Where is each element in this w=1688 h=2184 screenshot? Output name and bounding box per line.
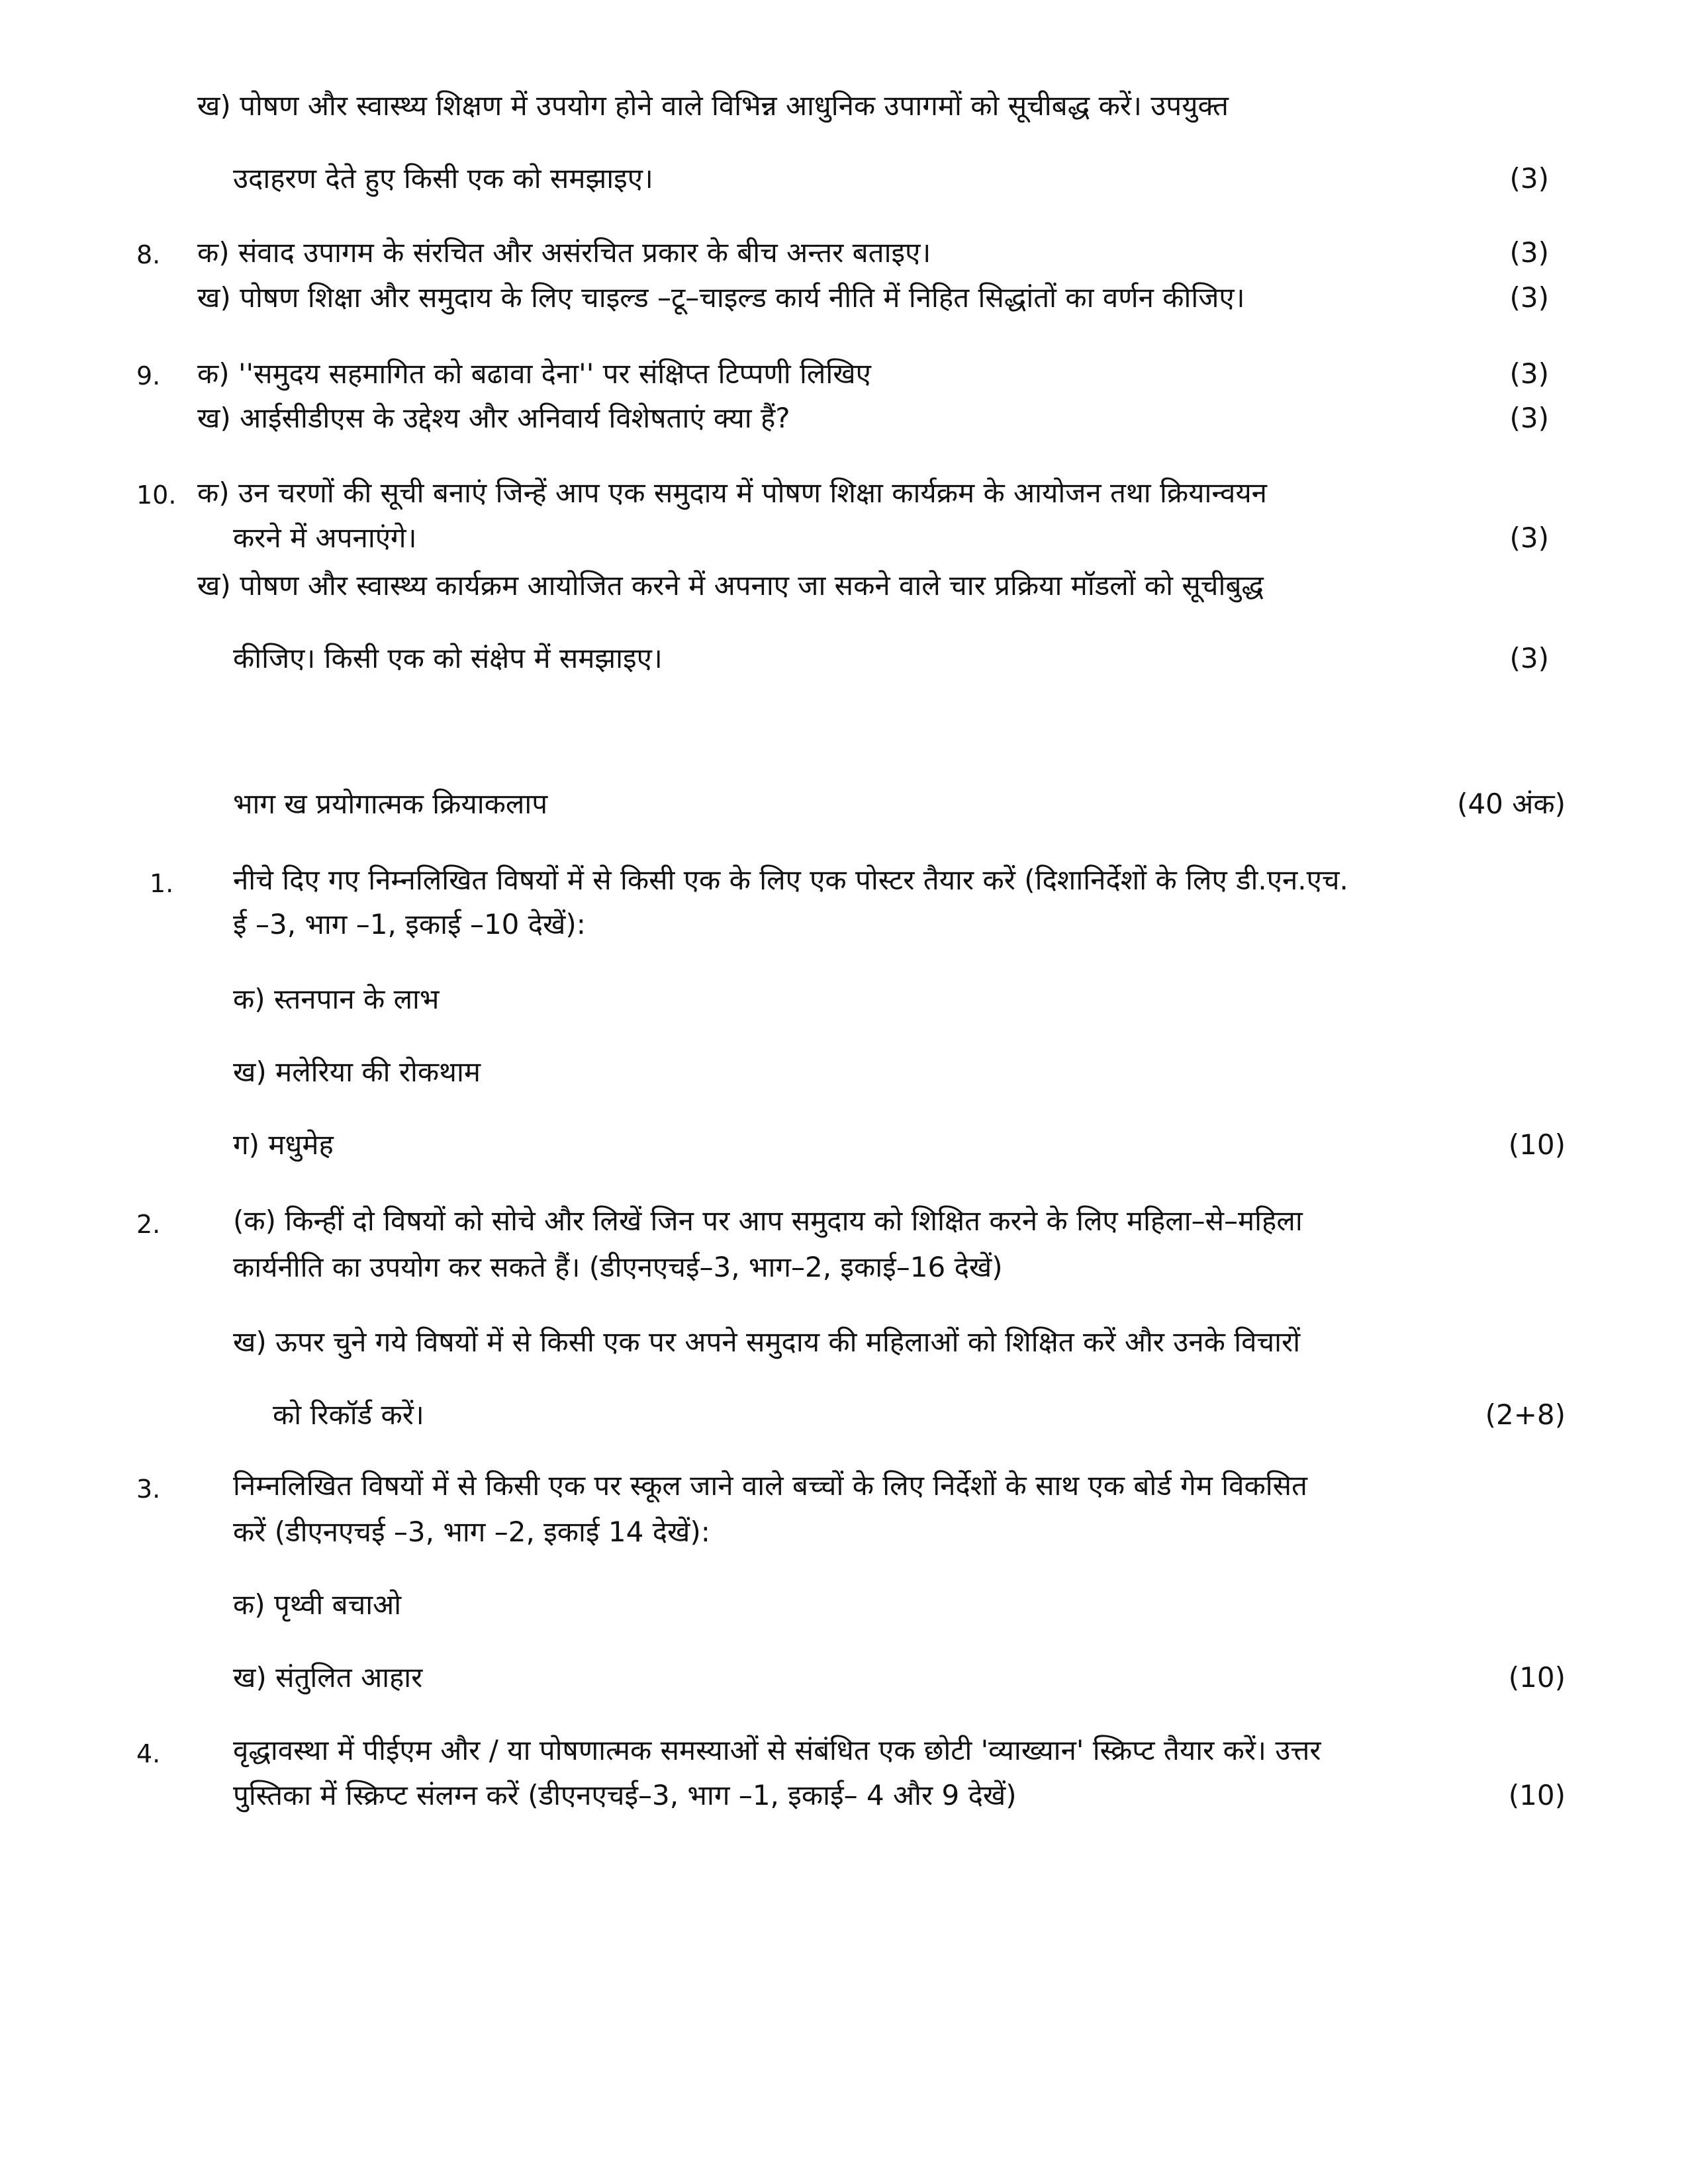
p4-line2: पुस्तिका में स्क्रिप्ट संलग्न करें (डीएनएचई–3, भाग –1, इकाई– 4 और 9 देखें) [233, 1779, 1017, 1811]
p1-line1: नीचे दिए गए निम्नलिखित विषयों में से किसी एक के लिए एक पोस्टर तैयार करें (दिशानिर्देशों के लिए डी.एन.एच. [233, 864, 1348, 896]
p3-line2: करें (डीएनएचई –3, भाग –2, इकाई 14 देखें): [233, 1516, 710, 1548]
p3-option-b: ख) संतुलित आहार [233, 1661, 423, 1694]
p2-b-line1: ख) ऊपर चुने गये विषयों में से किसी एक पर अपने समुदाय की महिलाओं को शिक्षित करें और उनके विचारों [233, 1326, 1301, 1358]
q7-b-line1: ख) पोषण और स्वास्थ्य शिक्षण में उपयोग होने वाले विभिन्न आधुनिक उपागमों को सूचीबद्ध करें। उपयुक्त [197, 89, 1229, 122]
q7-b-line2: उदाहरण देते हुए किसी एक को समझाइए। [233, 162, 653, 195]
q8-a-text: क) संवाद उपागम के संरचित और असंरचित प्रकार के बीच अन्तर बताइए। [197, 236, 931, 269]
p3-option-a: क) पृथ्वी बचाओ [233, 1588, 402, 1621]
q10-a-marks: (3) [1509, 522, 1549, 554]
p2-number: 2. [136, 1210, 161, 1239]
q7-b-marks: (3) [1509, 162, 1549, 195]
p4-marks: (10) [1508, 1779, 1566, 1811]
p1-option-c: ग) मधुमेह [233, 1128, 334, 1161]
q10-a-line1: क) उन चरणों की सूची बनाएं जिन्हें आप एक समुदाय में पोषण शिक्षा कार्यक्रम के आयोजन तथा क्रियान्वयन [197, 477, 1267, 509]
q8-b-marks: (3) [1509, 281, 1549, 314]
q9-b-text: ख) आईसीडीएस के उद्देश्य और अनिवार्य विशेषताएं क्या हैं? [197, 402, 790, 434]
q10-a-line2: करने में अपनाएंगे। [233, 522, 417, 554]
q8-a-marks: (3) [1509, 236, 1549, 269]
section-b-title: भाग ख प्रयोगात्मक क्रियाकलाप [233, 788, 548, 820]
p1-marks: (10) [1508, 1128, 1566, 1161]
q10-b-marks: (3) [1509, 642, 1549, 674]
p1-option-a: क) स्तनपान के लाभ [233, 983, 440, 1015]
p2-marks: (2+8) [1485, 1398, 1566, 1431]
q8-number: 8. [136, 240, 161, 269]
q9-b-marks: (3) [1509, 402, 1549, 434]
p2-a-line1: (क) किन्हीं दो विषयों को सोचे और लिखें जिन पर आप समुदाय को शिक्षित करने के लिए महिला–से–महिला [233, 1205, 1303, 1237]
q9-a-marks: (3) [1509, 357, 1549, 390]
q10-number: 10. [136, 480, 177, 510]
p2-b-line2: को रिकॉर्ड करें। [273, 1398, 424, 1431]
p4-number: 4. [136, 1739, 161, 1768]
p1-line2: ई –3, भाग –1, इकाई –10 देखें): [233, 908, 586, 940]
q10-b-line2: कीजिए। किसी एक को संक्षेप में समझाइए। [233, 642, 663, 674]
q10-b-line1: ख) पोषण और स्वास्थ्य कार्यक्रम आयोजित करने में अपनाए जा सकने वाले चार प्रक्रिया मॉडलों को सूचीबुद्ध [197, 569, 1264, 602]
p4-line1: वृद्धावस्था में पीईएम और / या पोषणात्मक समस्याओं से संबंधित एक छोटी 'व्याख्यान' स्क्रिप्ट तैयार करें। उत्तर [233, 1734, 1321, 1766]
section-b-marks: (40 अंक) [1457, 788, 1566, 820]
p1-number: 1. [150, 869, 174, 898]
p3-line1: निम्नलिखित विषयों में से किसी एक पर स्कूल जाने वाले बच्चों के लिए निर्देशों के साथ एक बोर्ड गेम विकसित [233, 1469, 1307, 1502]
p1-option-b: ख) मलेरिया की रोकथाम [233, 1056, 481, 1088]
q8-b-text: ख) पोषण शिक्षा और समुदाय के लिए चाइल्ड –टू–चाइल्ड कार्य नीति में निहित सिद्धांतों का वर्णन कीजिए। [197, 281, 1245, 314]
q9-number: 9. [136, 361, 161, 390]
p3-number: 3. [136, 1475, 161, 1504]
p2-a-line2: कार्यनीति का उपयोग कर सकते हैं। (डीएनएचई–3, भाग–2, इकाई–16 देखें) [233, 1251, 1003, 1283]
q9-a-text: क) ''समुदय सहमागित को बढावा देना'' पर संक्षिप्त टिप्पणी लिखिए [197, 357, 871, 390]
p3-marks: (10) [1508, 1661, 1566, 1694]
